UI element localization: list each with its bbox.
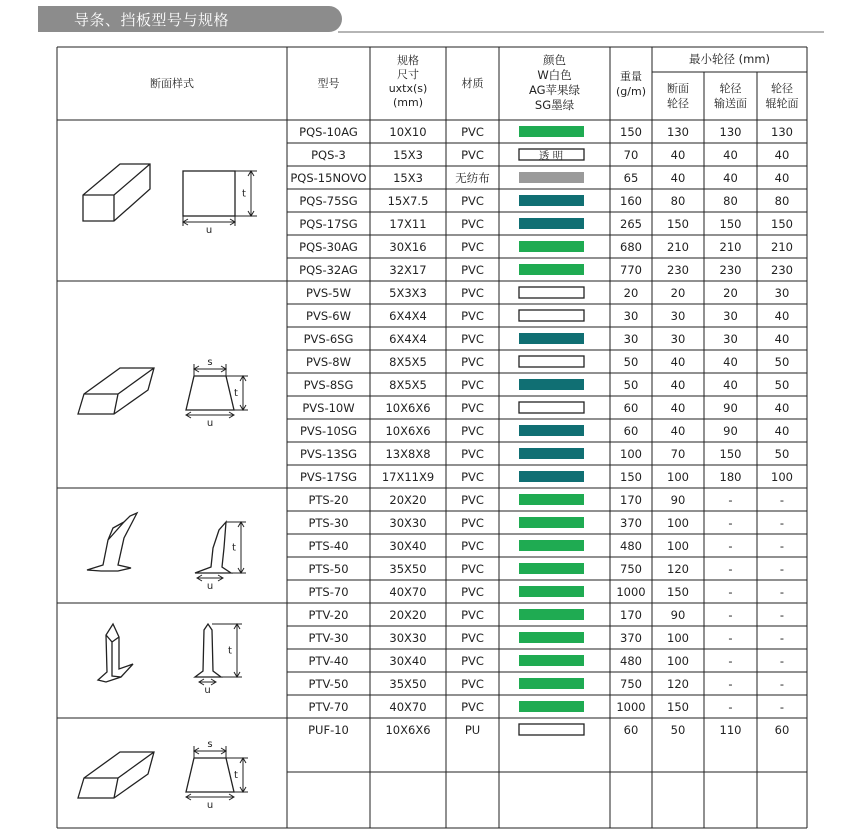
min-diameter-section-cell: 40 [670,171,686,185]
weight-cell: 265 [620,217,642,231]
model-cell: PVS-5W [306,286,351,300]
model-cell: PVS-10SG [299,424,358,438]
color-swatch [519,425,584,436]
min-diameter-conveying-cell: 230 [719,263,742,277]
size-cell: 35X50 [389,677,427,691]
min-diameter-roller-cell: 80 [774,194,790,208]
header-spec-line: uxtx(s) [388,82,428,95]
color-swatch [519,379,584,390]
weight-cell: 100 [620,447,642,461]
min-diameter-section-cell: 40 [670,355,686,369]
material-cell: PVC [461,378,484,392]
weight-cell: 170 [620,493,642,507]
profile-pts-dim-t-label: t [232,542,236,554]
size-cell: 15X3 [393,148,423,162]
min-diameter-roller-cell: 40 [774,401,790,415]
min-diameter-conveying-cell: - [728,677,733,691]
min-diameter-conveying-cell: 210 [719,240,742,254]
min-diameter-conveying-cell: 150 [719,217,742,231]
profile-ptv-3d [98,624,133,682]
weight-cell: 65 [623,171,639,185]
min-diameter-conveying-cell: - [728,631,733,645]
material-cell: PVC [461,447,484,461]
min-diameter-section-cell: 100 [667,470,689,484]
color-swatch [519,563,584,574]
material-cell: 无纺布 [455,171,490,185]
weight-cell: 150 [620,470,642,484]
model-cell: PQS-32AG [299,263,358,277]
material-cell: PVC [461,401,484,415]
material-cell: PVC [461,493,484,507]
model-cell: PTV-20 [308,608,349,622]
header-min-pulley: 最小轮径 (mm) [688,52,771,66]
header-sub-diameter: 输送面 [714,97,747,110]
min-diameter-conveying-cell: 30 [723,332,738,346]
profile-pvs-dim-u-label: u [206,418,214,429]
size-cell: 8X5X5 [389,355,427,369]
model-cell: PQS-75SG [299,194,358,208]
material-cell: PVC [461,631,484,645]
profile-pvs-dim-s-label: s [207,357,213,368]
size-cell: 30X40 [389,539,427,553]
min-diameter-roller-cell: 40 [774,424,790,438]
min-diameter-conveying-cell: - [728,562,733,576]
material-cell: PU [464,723,481,737]
size-cell: 10X10 [389,125,427,139]
min-diameter-conveying-cell: 110 [719,723,742,737]
model-cell: PQS-17SG [299,217,358,231]
weight-cell: 160 [620,194,642,208]
min-diameter-roller-cell: - [779,516,785,530]
material-cell: PVC [461,562,484,576]
size-cell: 10X6X6 [385,723,431,737]
color-swatch [519,241,584,252]
color-swatch [519,310,584,321]
material-cell: PVC [461,240,484,254]
model-cell: PVS-8W [306,355,351,369]
weight-cell: 60 [623,401,639,415]
min-diameter-conveying-cell: 180 [719,470,742,484]
min-diameter-conveying-cell: 40 [723,148,738,162]
profile-pvs-section [186,376,234,410]
min-diameter-section-cell: 100 [667,654,689,668]
material-cell: PVC [461,125,484,139]
min-diameter-roller-cell: 30 [774,286,790,300]
model-cell: PTV-50 [308,677,349,691]
model-cell: PVS-13SG [299,447,358,461]
min-diameter-roller-cell: - [779,654,785,668]
material-cell: PVC [461,263,484,277]
size-cell: 5X3X3 [389,286,427,300]
color-swatch [519,494,584,505]
material-cell: PVC [461,194,484,208]
min-diameter-roller-cell: - [779,539,785,553]
weight-cell: 370 [620,631,642,645]
min-diameter-roller-cell: - [779,608,785,622]
profile-pts-3d [87,513,137,571]
header-sub-diameter: 轮径 [667,97,689,110]
weight-cell: 50 [623,355,639,369]
color-swatch [519,172,584,183]
min-diameter-roller-cell: 40 [774,148,790,162]
color-swatch [519,264,584,275]
profile-pts-dim-u-label: u [206,581,214,592]
min-diameter-section-cell: 100 [667,516,689,530]
weight-cell: 750 [620,677,642,691]
weight-cell: 30 [623,309,639,323]
min-diameter-section-cell: 120 [667,562,689,576]
profile-pvs-dim-t-label: t [234,388,238,399]
min-diameter-section-cell: 40 [670,378,686,392]
min-diameter-roller-cell: - [779,677,785,691]
color-swatch [519,586,584,597]
min-diameter-conveying-cell: 40 [723,378,738,392]
color-swatch [519,724,584,735]
header-weight-line: (g/m) [616,85,646,98]
min-diameter-roller-cell: - [779,585,785,599]
profile-pqs-group [83,164,257,226]
profile-puf-3d [78,752,154,798]
model-cell: PTV-40 [308,654,349,668]
weight-cell: 50 [623,378,639,392]
min-diameter-conveying-cell: 20 [723,286,738,300]
header-sub-diameter: 轮径 [719,82,742,95]
min-diameter-section-cell: 90 [670,608,686,622]
min-diameter-conveying-cell: 90 [723,424,738,438]
size-cell: 30X40 [389,654,427,668]
weight-cell: 770 [620,263,642,277]
min-diameter-conveying-cell: - [728,493,733,507]
color-swatch [519,632,584,643]
model-cell: PTV-70 [308,700,349,714]
min-diameter-section-cell: 40 [670,401,686,415]
color-swatch [519,471,584,482]
size-cell: 35X50 [389,562,427,576]
min-diameter-section-cell: 130 [667,125,689,139]
min-diameter-roller-cell: 50 [774,447,790,461]
min-diameter-conveying-cell: - [728,700,733,714]
min-diameter-roller-cell: 130 [771,125,793,139]
material-cell: PVC [461,424,484,438]
header-spec-line: 规格 [397,54,419,67]
color-swatch [519,218,584,229]
min-diameter-conveying-cell: 80 [723,194,738,208]
size-cell: 6X4X4 [389,309,427,323]
size-cell: 30X16 [389,240,427,254]
min-diameter-roller-cell: 210 [771,240,793,254]
color-swatch [519,517,584,528]
material-cell: PVC [461,654,484,668]
min-diameter-roller-cell: 100 [771,470,793,484]
min-diameter-section-cell: 100 [667,539,689,553]
header-section-style: 断面样式 [150,77,194,90]
min-diameter-roller-cell: - [779,562,785,576]
min-diameter-roller-cell: 50 [774,355,790,369]
min-diameter-conveying-cell: 90 [723,401,738,415]
size-cell: 17X11 [389,217,427,231]
color-swatch [519,609,584,620]
model-cell: PTS-30 [308,516,349,530]
color-swatch [519,701,584,712]
min-diameter-section-cell: 30 [670,309,686,323]
profile-puf-dim-s-label: s [207,739,213,750]
color-swatch [519,333,584,344]
min-diameter-section-cell: 40 [670,424,686,438]
model-cell: PTS-20 [308,493,349,507]
color-swatch [519,195,584,206]
material-cell: PVC [461,332,484,346]
min-diameter-roller-cell: - [779,700,785,714]
weight-cell: 60 [623,723,639,737]
header-sub-diameter: 轮径 [771,82,793,95]
header-weight-line: 重量 [620,70,642,83]
min-diameter-conveying-cell: 130 [719,125,742,139]
profile-ptv-section [195,624,221,677]
material-cell: PVC [461,608,484,622]
min-diameter-section-cell: 150 [667,585,689,599]
header-spec-line: 尺寸 [397,68,419,81]
weight-cell: 150 [620,125,642,139]
min-diameter-section-cell: 150 [667,700,689,714]
header-color-line: AG苹果绿 [528,83,581,97]
color-swatch [519,655,584,666]
profile-ptv-dim-t-label: t [228,645,232,657]
model-cell: PUF-10 [308,723,349,737]
min-diameter-section-cell: 30 [670,332,686,346]
min-diameter-section-cell: 120 [667,677,689,691]
profile-ptv-dim-u-label: u [204,685,211,696]
model-cell: PVS-6SG [303,332,354,346]
min-diameter-roller-cell: - [779,493,785,507]
min-diameter-conveying-cell: - [728,608,733,622]
color-swatch [519,540,584,551]
model-cell: PTS-40 [308,539,349,553]
weight-cell: 70 [623,148,639,162]
material-cell: PVC [461,677,484,691]
profile-puf-dim-u-label: u [206,800,214,811]
min-diameter-conveying-cell: - [728,585,733,599]
min-diameter-conveying-cell: 30 [723,309,738,323]
header-material: 材质 [461,77,484,90]
weight-cell: 30 [623,332,639,346]
size-cell: 20X20 [389,608,427,622]
header-sub-diameter: 断面 [667,82,689,95]
min-diameter-conveying-cell: - [728,516,733,530]
model-cell: PTS-70 [308,585,349,599]
profile-pvs-3d [78,368,154,414]
min-diameter-roller-cell: 40 [774,309,790,323]
header-sub-diameter: 辊轮面 [765,97,799,110]
size-cell: 15X3 [393,171,423,185]
model-cell: PVS-8SG [303,378,354,392]
min-diameter-roller-cell: 150 [771,217,793,231]
profile-puf-dim-t-label: t [234,770,238,781]
profile-pqs-3d [83,164,150,221]
size-cell: 30X30 [389,631,427,645]
profile-pts-section [195,522,231,573]
size-cell: 13X8X8 [385,447,431,461]
header-color-line: SG墨绿 [534,98,575,112]
min-diameter-section-cell: 230 [667,263,689,277]
min-diameter-roller-cell: 60 [774,723,790,737]
model-cell: PQS-10AG [299,125,358,139]
material-cell: PVC [461,539,484,553]
weight-cell: 750 [620,562,642,576]
size-cell: 8X5X5 [389,378,427,392]
size-cell: 40X70 [389,700,427,714]
size-cell: 10X6X6 [385,424,431,438]
model-cell: PQS-15NOVO [290,171,367,185]
min-diameter-section-cell: 40 [670,148,686,162]
weight-cell: 370 [620,516,642,530]
size-cell: 30X30 [389,516,427,530]
color-swatch [519,287,584,298]
dim-t-pqs-label: t [242,188,246,200]
color-swatch [519,356,584,367]
header-color-line: W白色 [537,68,572,82]
color-swatch-label: 透 明 [538,150,564,162]
dim-u-pqs-label: u [205,225,213,236]
color-swatch [519,126,584,137]
header-spec-line: (mm) [392,96,424,109]
material-cell: PVC [461,585,484,599]
weight-cell: 170 [620,608,642,622]
weight-cell: 480 [620,539,642,553]
model-cell: PVS-6W [306,309,351,323]
min-diameter-section-cell: 70 [670,447,686,461]
header-color-line: 颜色 [543,53,566,67]
page-title: 导条、挡板型号与规格 [74,11,230,29]
material-cell: PVC [461,355,484,369]
weight-cell: 60 [623,424,639,438]
size-cell: 17X11X9 [381,470,435,484]
header-model: 型号 [317,77,340,90]
color-swatch [519,678,584,689]
min-diameter-conveying-cell: 40 [723,171,738,185]
min-diameter-section-cell: 90 [670,493,686,507]
size-cell: 15X7.5 [387,194,429,208]
weight-cell: 480 [620,654,642,668]
material-cell: PVC [461,217,484,231]
model-cell: PTV-30 [308,631,349,645]
min-diameter-conveying-cell: 150 [719,447,742,461]
min-diameter-section-cell: 210 [667,240,689,254]
profile-pqs-section [183,171,235,216]
min-diameter-section-cell: 20 [670,286,686,300]
min-diameter-roller-cell: 50 [774,378,790,392]
size-cell: 10X6X6 [385,401,431,415]
profile-puf-section [186,758,234,792]
weight-cell: 20 [623,286,639,300]
size-cell: 40X70 [389,585,427,599]
size-cell: 20X20 [389,493,427,507]
model-cell: PVS-17SG [299,470,358,484]
material-cell: PVC [461,309,484,323]
weight-cell: 1000 [616,700,646,714]
model-cell: PQS-3 [311,148,346,162]
size-cell: 6X4X4 [389,332,427,346]
min-diameter-conveying-cell: 40 [723,355,738,369]
color-swatch [519,448,584,459]
material-cell: PVC [461,286,484,300]
min-diameter-roller-cell: 40 [774,332,790,346]
min-diameter-conveying-cell: - [728,539,733,553]
material-cell: PVC [461,516,484,530]
min-diameter-section-cell: 150 [667,217,689,231]
weight-cell: 680 [620,240,642,254]
model-cell: PVS-10W [302,401,355,415]
material-cell: PVC [461,700,484,714]
min-diameter-section-cell: 100 [667,631,689,645]
min-diameter-section-cell: 50 [670,723,686,737]
weight-cell: 1000 [616,585,646,599]
material-cell: PVC [461,148,484,162]
material-cell: PVC [461,470,484,484]
color-swatch [519,402,584,413]
model-cell: PTS-50 [308,562,349,576]
model-cell: PQS-30AG [299,240,358,254]
size-cell: 32X17 [389,263,427,277]
min-diameter-conveying-cell: - [728,654,733,668]
min-diameter-section-cell: 80 [670,194,686,208]
min-diameter-roller-cell: - [779,631,785,645]
min-diameter-roller-cell: 40 [774,171,790,185]
min-diameter-roller-cell: 230 [771,263,793,277]
